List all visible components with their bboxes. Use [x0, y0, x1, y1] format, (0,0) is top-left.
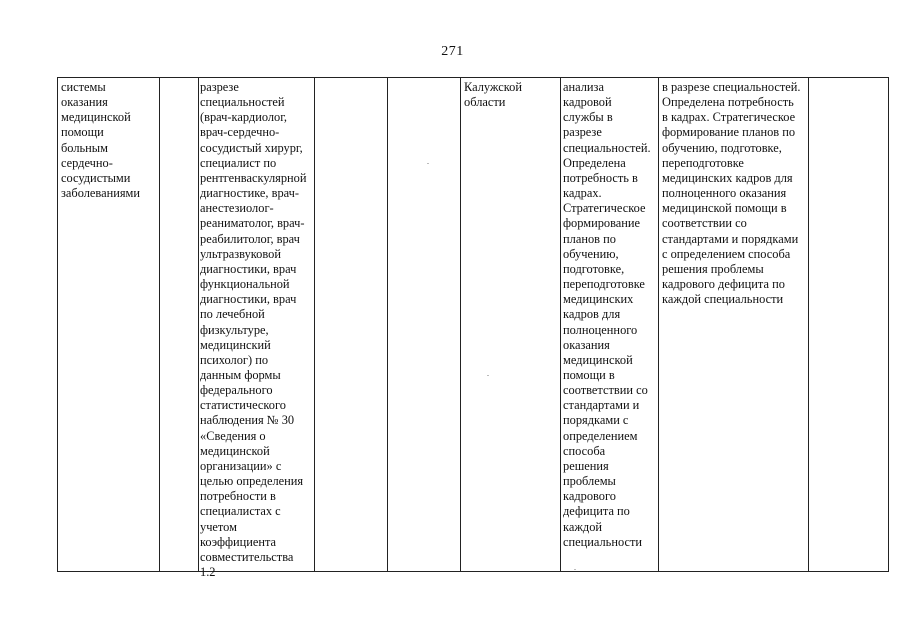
cell-text-line: формирование планов по — [662, 125, 796, 140]
cell-text-line: в разрезе специальностей. — [662, 80, 801, 94]
cell-text-line: медицинской помощи в — [662, 201, 787, 216]
cell-text-line: обучению, подготовке, — [662, 140, 782, 155]
cell-text-line: кадров для — [563, 307, 621, 322]
cell-text-line: проблемы — [563, 474, 616, 489]
cell-text-line: потребности в — [200, 489, 276, 504]
cell-text-line: специальностей — [200, 95, 285, 110]
cell-text-line: в кадрах. Стратегическое — [662, 110, 796, 125]
cell-text-line: потребность в — [563, 170, 638, 185]
cell-text-line: анестезиолог- — [200, 201, 274, 216]
cell-text-line: определением — [563, 428, 638, 443]
column-divider — [159, 77, 160, 572]
cell-text-line: медицинский — [200, 337, 271, 352]
cell-text-line: коэффициента — [200, 534, 277, 549]
cell-col-7 — [563, 80, 651, 550]
cell-text-line: сосудистыми — [61, 170, 131, 185]
column-divider — [460, 77, 461, 572]
cell-text-line: реаниматолог, врач- — [200, 216, 305, 231]
cell-text-line: статистического — [200, 398, 286, 413]
cell-text-line: решения проблемы — [662, 261, 764, 276]
cell-text-line: специалистах с — [200, 504, 281, 519]
cell-text-line: 1.2 — [200, 565, 216, 579]
cell-text-line: медицинской — [563, 352, 633, 367]
cell-text-line: помощи — [61, 125, 104, 140]
cell-text-line: врач-сердечно- — [200, 125, 280, 140]
cell-text-line: решения — [563, 458, 609, 473]
cell-text-line: специальностей. — [563, 140, 651, 155]
cell-text-line: больным — [61, 140, 108, 155]
cell-text-line: (врач-кардиолог, — [200, 110, 288, 125]
cell-text-line: Стратегическое — [563, 201, 646, 216]
cell-text-line: способа — [563, 443, 606, 458]
column-divider — [888, 77, 889, 572]
cell-text-line: сердечно- — [61, 155, 113, 170]
cell-text-line: психолог) по — [200, 352, 269, 367]
column-divider — [57, 77, 58, 572]
cell-text-line: «Сведения о — [200, 428, 266, 443]
cell-text-line: каждой — [563, 519, 603, 534]
column-divider — [658, 77, 659, 572]
cell-text-line: службы в — [563, 110, 613, 125]
cell-text-line: стандартами и — [563, 398, 640, 413]
table-bottom-border — [57, 571, 889, 572]
cell-text-line: ультразвуковой — [200, 246, 281, 261]
column-divider — [387, 77, 388, 572]
cell-text-line: переподготовке — [662, 155, 744, 170]
cell-text-line: оказания — [563, 337, 610, 352]
cell-text-line: по лечебной — [200, 307, 265, 322]
cell-text-line: каждой специальности — [662, 292, 784, 307]
cell-text-line: оказания — [61, 95, 108, 110]
cell-text-line: диагностики, врач — [200, 261, 297, 276]
cell-text-line: Определена — [563, 155, 626, 170]
cell-text-line: разрезе — [563, 125, 602, 140]
cell-text-line: полноценного — [563, 322, 638, 337]
cell-col-3 — [200, 80, 307, 580]
cell-text-line: медицинских кадров для — [662, 170, 793, 185]
scan-speck — [427, 163, 429, 164]
table — [57, 77, 889, 579]
cell-text-line: формирование — [563, 216, 641, 231]
cell-text-line: специалист по — [200, 155, 277, 170]
column-divider — [560, 77, 561, 572]
cell-col-1 — [61, 80, 140, 201]
cell-text-line: полноценного оказания — [662, 186, 787, 201]
cell-text-line: реабилитолог, врач — [200, 231, 300, 246]
cell-text-line: соответствии со — [662, 216, 747, 231]
cell-text-line: с определением способа — [662, 246, 791, 261]
cell-text-line: системы — [61, 80, 106, 94]
page-number: 271 — [441, 44, 464, 59]
cell-text-line: сосудистый хирург, — [200, 140, 303, 155]
cell-text-line: стандартами и порядками — [662, 231, 799, 246]
scan-speck — [574, 569, 576, 570]
cell-text-line: переподготовке — [563, 277, 645, 292]
cell-text-line: целью определения — [200, 474, 304, 489]
cell-text-line: разрезе — [200, 80, 239, 94]
cell-text-line: данным формы — [200, 367, 281, 382]
table-top-border — [57, 77, 889, 78]
cell-text-line: физкультуре, — [200, 322, 269, 337]
cell-text-line: медицинской — [200, 443, 270, 458]
cell-text-line: Определена потребность — [662, 95, 794, 110]
scan-speck — [487, 375, 489, 376]
cell-text-line: кадровой — [563, 95, 612, 110]
cell-text-line: совместительства — [200, 549, 294, 564]
cell-text-line: анализа — [563, 80, 604, 94]
cell-text-line: Калужской — [464, 80, 522, 94]
cell-text-line: специальности — [563, 534, 643, 549]
cell-text-line: порядками с — [563, 413, 629, 428]
cell-text-line: медицинской — [61, 110, 131, 125]
cell-text-line: кадрового — [563, 489, 616, 504]
column-divider — [314, 77, 315, 572]
cell-text-line: наблюдения № 30 — [200, 413, 295, 428]
cell-text-line: федерального — [200, 383, 273, 398]
cell-text-line: кадрового дефицита по — [662, 277, 785, 292]
cell-col-8 — [662, 80, 801, 307]
cell-text-line: обучению, — [563, 246, 619, 261]
cell-text-line: соответствии со — [563, 383, 648, 398]
cell-text-line: диагностике, врач- — [200, 186, 300, 201]
cell-text-line: рентгенваскулярной — [200, 170, 307, 185]
cell-text-line: медицинских — [563, 292, 634, 307]
cell-text-line: диагностики, врач — [200, 292, 297, 307]
cell-col-6 — [464, 80, 522, 110]
cell-text-line: кадрах. — [563, 186, 602, 201]
cell-text-line: дефицита по — [563, 504, 630, 519]
cell-text-line: учетом — [200, 519, 237, 534]
cell-text-line: функциональной — [200, 277, 290, 292]
column-divider — [808, 77, 809, 572]
cell-text-line: организации» с — [200, 458, 282, 473]
cell-text-line: подготовке, — [563, 261, 625, 276]
cell-text-line: помощи в — [563, 367, 615, 382]
cell-text-line: области — [464, 95, 506, 110]
column-divider — [198, 77, 199, 572]
cell-text-line: планов по — [563, 231, 616, 246]
cell-text-line: заболеваниями — [61, 186, 141, 201]
